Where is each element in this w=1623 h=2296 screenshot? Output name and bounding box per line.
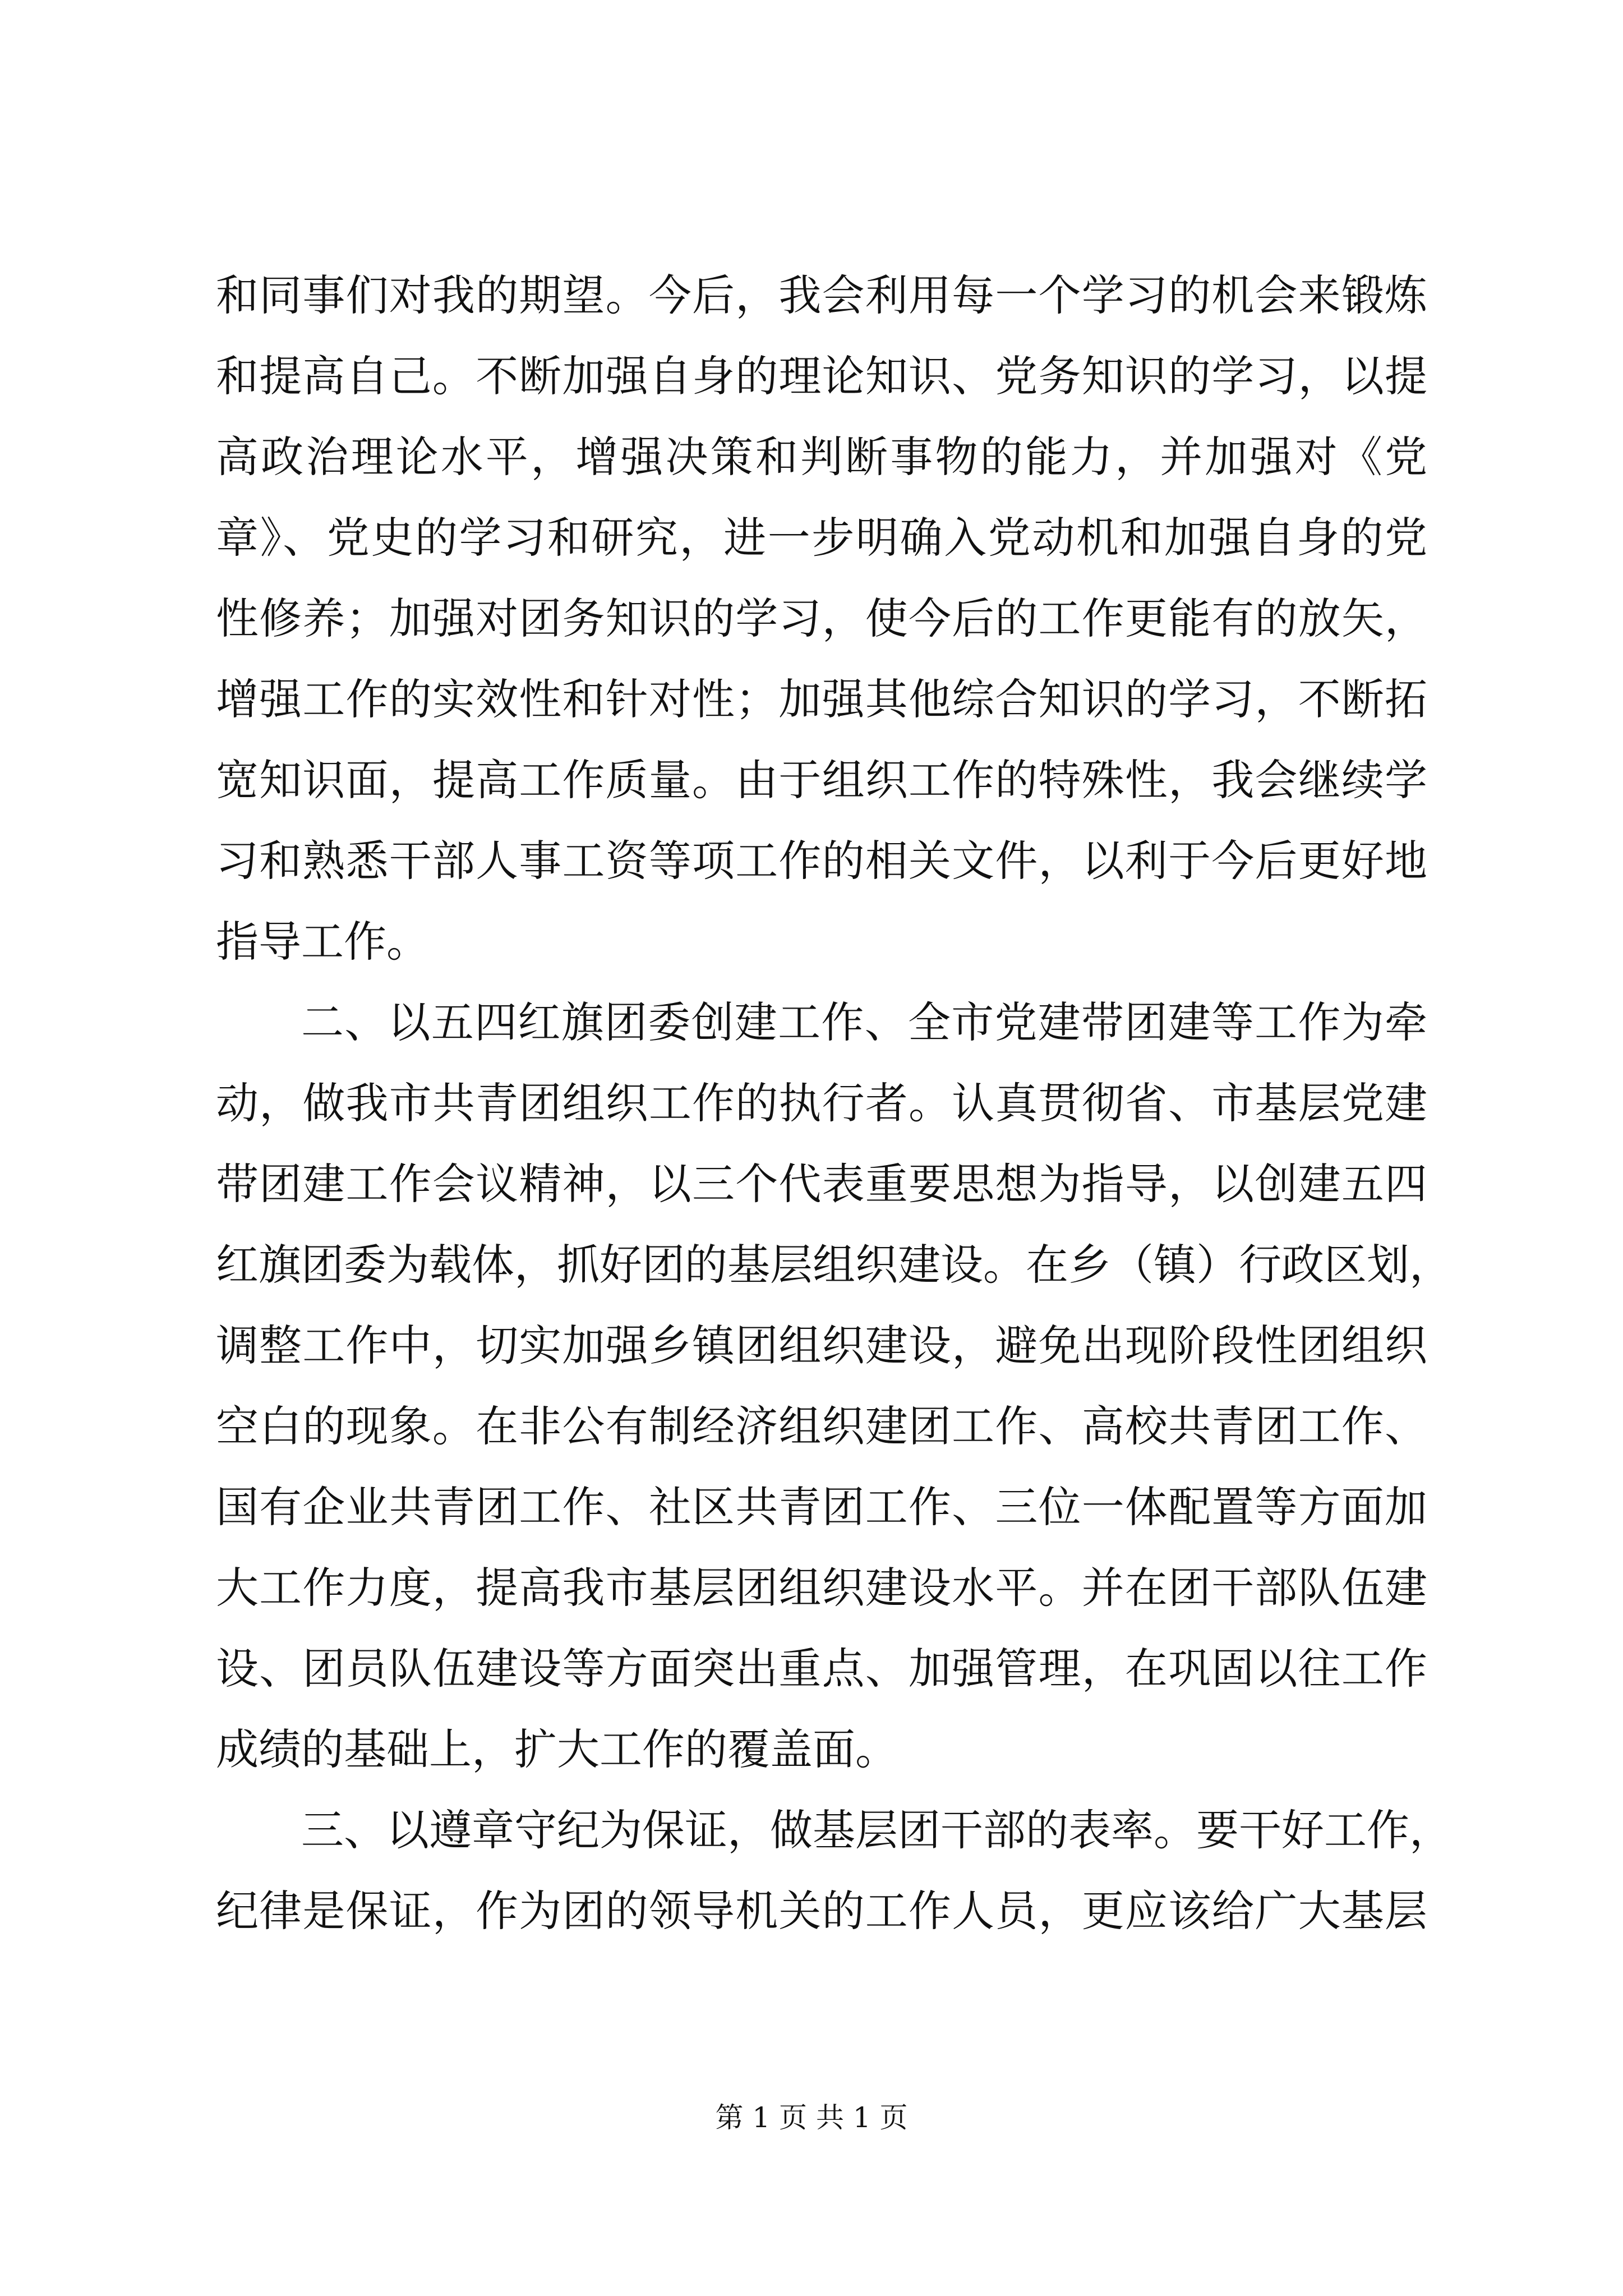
text-line: 增强工作的实效性和针对性；加强其他综合知识的学习，不断拓 (216, 674, 1427, 724)
text-line: 空白的现象。在非公有制经济组织建团工作、高校共青团工作、 (216, 1401, 1427, 1451)
paragraph-3 (216, 1790, 1452, 1952)
document-body (216, 255, 1452, 1952)
text-line: 国有企业共青团工作、社区共青团工作、三位一体配置等方面加 (216, 1482, 1427, 1532)
page-footer (0, 2095, 1623, 2136)
text-line: 性修养；加强对团务知识的学习，使今后的工作更能有的放矢， (216, 593, 1427, 643)
text-line: 章》、党史的学习和研究，进一步明确入党动机和加强自身的党 (216, 513, 1427, 563)
paragraph-2 (216, 982, 1452, 1790)
text-line: 动，做我市共青团组织工作的执行者。认真贯彻省、市基层党建 (216, 1078, 1427, 1128)
text-line: 大工作力度，提高我市基层团组织建设水平。并在团干部队伍建 (216, 1563, 1427, 1613)
text-line: 纪律是保证，作为团的领导机关的工作人员，更应该给广大基层 (216, 1886, 1427, 1936)
text-line: 习和熟悉干部人事工资等项工作的相关文件，以利于今后更好地 (216, 836, 1427, 886)
text-line: 成绩的基础上，扩大工作的覆盖面。 (216, 1724, 898, 1774)
page-number-label: 第 1 页 共 1 页 (715, 2101, 908, 2134)
text-line: 带团建工作会议精神，以三个代表重要思想为指导，以创建五四 (216, 1159, 1427, 1209)
paragraph-1 (216, 255, 1427, 982)
text-line: 二、以五四红旗团委创建工作、全市党建带团建等工作为牵 (301, 997, 1427, 1047)
text-line: 和同事们对我的期望。今后，我会利用每一个学习的机会来锻炼 (216, 270, 1427, 320)
text-line: 和提高自己。不断加强自身的理论知识、党务知识的学习，以提 (216, 351, 1427, 401)
text-line: 三、以遵章守纪为保证，做基层团干部的表率。要干好工作， (301, 1805, 1452, 1855)
text-line: 设、团员队伍建设等方面突出重点、加强管理，在巩固以往工作 (216, 1644, 1427, 1694)
text-line: 红旗团委为载体，抓好团的基层组织建设。在乡（镇）行政区划， (216, 1240, 1452, 1290)
text-line: 宽知识面，提高工作质量。由于组织工作的特殊性，我会继续学 (216, 755, 1427, 805)
text-line: 高政治理论水平，增强决策和判断事物的能力，并加强对《党 (216, 432, 1427, 482)
text-line: 指导工作。 (216, 917, 429, 967)
text-line: 调整工作中，切实加强乡镇团组织建设，避免出现阶段性团组织 (216, 1320, 1427, 1370)
